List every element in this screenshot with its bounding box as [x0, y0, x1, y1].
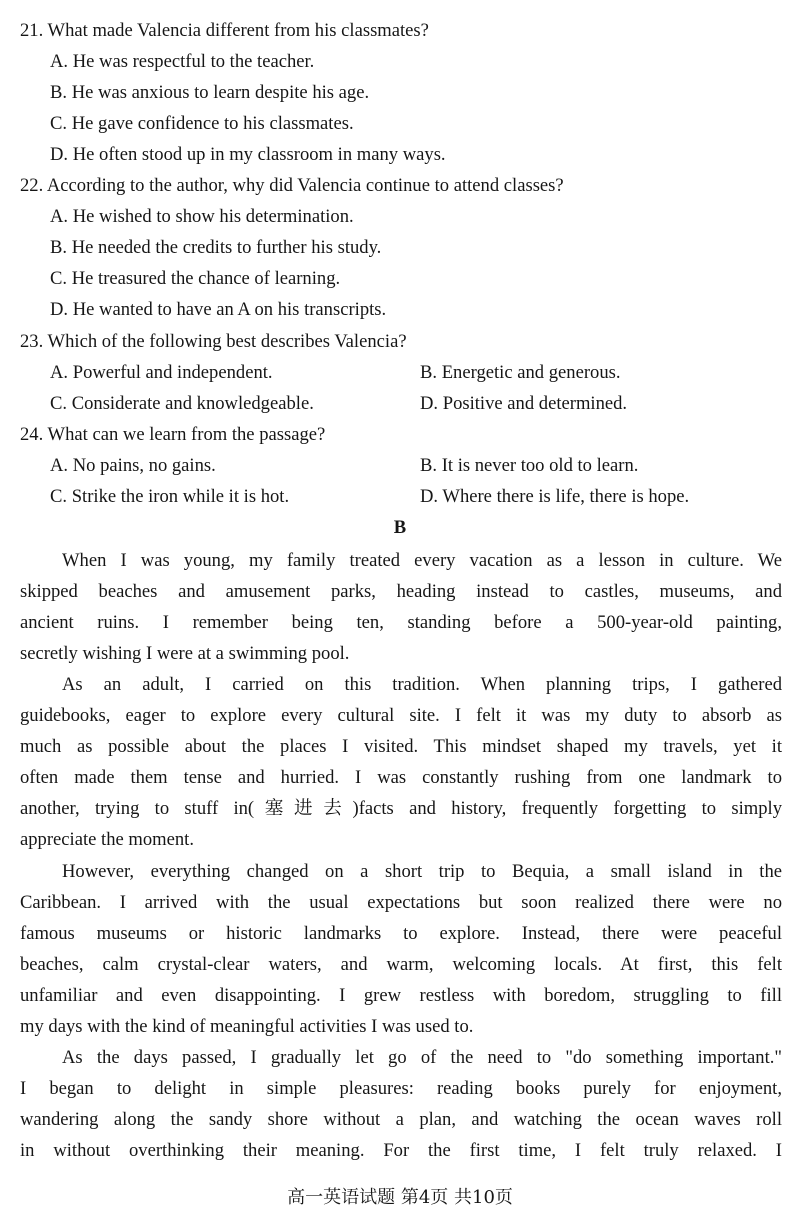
question-22-option-a: A. He wished to show his determination. — [50, 206, 354, 227]
passage-line: often made them tense and hurried. I was constantly rushing from one landmark to — [20, 767, 782, 788]
passage-line: beaches, calm crystal-clear waters, and warm, welcoming locals. At first, this felt — [20, 954, 782, 975]
question-23-option-a: A. Powerful and independent. — [50, 362, 273, 383]
question-22-option-d: D. He wanted to have an A on his transcripts. — [50, 299, 387, 320]
question-24-option-a: A. No pains, no gains. — [50, 455, 216, 476]
question-21-stem: 21. What made Valencia different from his classmates? — [20, 20, 429, 41]
question-21-option-d: D. He often stood up in my classroom in many ways. — [50, 144, 446, 165]
passage-line: much as possible about the places I visited. This mindset shaped my travels, yet it — [20, 736, 782, 757]
page-footer: 高一英语试题 第4页 共10页 — [287, 1187, 513, 1208]
question-22-option-b: B. He needed the credits to further his study. — [50, 237, 382, 258]
passage-line: another, trying to stuff in(塞进去)facts and history, frequently forgetting to simply — [20, 798, 782, 819]
question-24-option-c: C. Strike the iron while it is hot. — [50, 486, 290, 507]
question-23-option-b: B. Energetic and generous. — [420, 362, 621, 383]
question-23-option-c: C. Considerate and knowledgeable. — [50, 393, 314, 414]
passage-line: When I was young, my family treated every vacation as a lesson in culture. We — [62, 550, 782, 571]
question-21-option-c: C. He gave confidence to his classmates. — [50, 113, 354, 134]
passage-line: appreciate the moment. — [20, 829, 194, 850]
section-heading: B — [393, 517, 407, 538]
passage-line: However, everything changed on a short trip to Bequia, a small island in the — [62, 861, 782, 882]
passage-line: Caribbean. I arrived with the usual expectations but soon realized there were no — [20, 892, 782, 913]
passage-line: wandering along the sandy shore without a plan, and watching the ocean waves roll — [20, 1109, 782, 1130]
passage-line: guidebooks, eager to explore every cultural site. I felt it was my duty to absorb as — [20, 705, 782, 726]
question-21-option-a: A. He was respectful to the teacher. — [50, 51, 315, 72]
passage-line: As the days passed, I gradually let go of the need to "do something important." — [62, 1047, 782, 1068]
question-22-option-c: C. He treasured the chance of learning. — [50, 268, 341, 289]
passage-line: my days with the kind of meaningful activities I was used to. — [20, 1016, 474, 1037]
passage-line: skipped beaches and amusement parks, heading instead to castles, museums, and — [20, 581, 782, 602]
question-23-option-d: D. Positive and determined. — [420, 393, 628, 414]
passage-line: secretly wishing I were at a swimming pool. — [20, 643, 350, 664]
passage-line: unfamiliar and even disappointing. I grew restless with boredom, struggling to fill — [20, 985, 782, 1006]
question-24-stem: 24. What can we learn from the passage? — [20, 424, 326, 445]
question-24-option-d: D. Where there is life, there is hope. — [420, 486, 690, 507]
passage-line: ancient ruins. I remember being ten, standing before a 500-year-old painting, — [20, 612, 782, 633]
passage-line: I began to delight in simple pleasures: reading books purely for enjoyment, — [20, 1078, 782, 1099]
question-21-option-b: B. He was anxious to learn despite his age. — [50, 82, 370, 103]
question-22-stem: 22. According to the author, why did Valencia continue to attend classes? — [20, 175, 564, 196]
question-24-option-b: B. It is never too old to learn. — [420, 455, 639, 476]
passage-line: As an adult, I carried on this tradition. When planning trips, I gathered — [62, 674, 782, 695]
question-23-stem: 23. Which of the following best describes Valencia? — [20, 331, 407, 352]
passage-line: in without overthinking their meaning. For the first time, I felt truly relaxed. I — [20, 1140, 782, 1161]
passage-line: famous museums or historic landmarks to explore. Instead, there were peaceful — [20, 923, 782, 944]
